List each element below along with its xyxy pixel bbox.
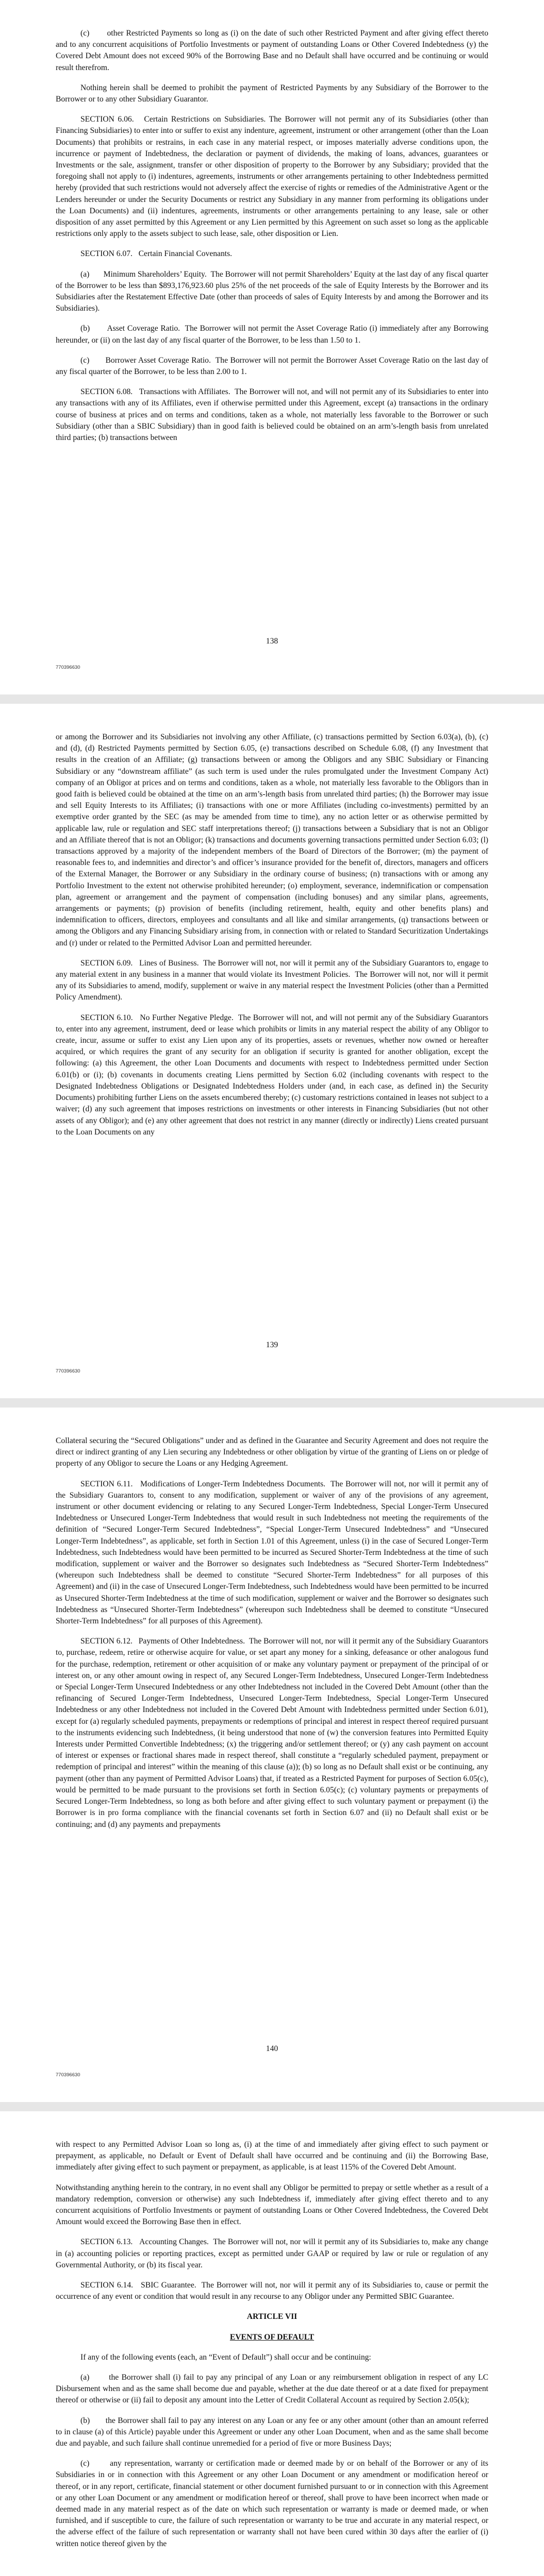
section-paragraph: If any of the following events (each, an “Event of Default”) shall occur and be continuing: xyxy=(80,2352,371,2362)
section-paragraph: SECTION 6.14. SBIC Guarantee. The Borrower will not, nor will it permit any of its Subsidiaries to, cause or permit the occurrence of any event or condition that would result in any recourse to any Obligor under any Permitted SBIC Guarantee. xyxy=(56,2281,488,2301)
clause-paragraph: (a) Minimum Shareholders’ Equity. The Borrower will not permit Shareholders’ Equity at the last day of any fiscal quarter of the Borrower to be less than $893,176,923.60 plus 25% of the net proceeds of the sale of Equity Interests by the Borrower and its Subsidiaries after the Restatement Effective Date (other than proceeds of sales of Equity Interests by and among the Borrower and its Subsidiaries). xyxy=(56,269,488,313)
page-number: 140 xyxy=(266,2044,278,2053)
article-title-text: EVENTS OF DEFAULT xyxy=(229,2332,315,2342)
page-number: 139 xyxy=(266,1341,278,1349)
body-paragraph: Notwithstanding anything herein to the contrary, in no event shall any Obligor be permitted to prepay or settle whether as a result of a mandatory redemption, conversion or otherwise) any such Indebtedness if, immediately after giving effect thereto and to any concurrent acquisitions of Portfolio Investments or payment of outstanding Loans or Other Covered Indebtedness, the Covered Debt Amount would exceed the Borrowing Base then in effect. xyxy=(56,2183,488,2227)
clause-paragraph: (c) any representation, warranty or certification made or deemed made by or on behalf of the Borrower or any of its Subsidiaries in or in connection with this Agreement or any other Loan Document or any amendment or modification hereof or thereof, or in any report, certificate, financial statement or other document furnished pursuant to or in connection with this Agreement or any other Loan Document or any amendment or modification hereof or thereof, shall prove to have been incorrect when made or deemed made in any material respect as of the date on which such representation or warranty is made or deemed made, or when furnished, and if susceptible to cure, the failure of such representation or warranty to be true and accurate in any material respect, or the adverse effect of the failure of such representation or warranty shall not have been cured within 30 days after the earlier of (i) written notice thereof given by the xyxy=(56,2459,488,2548)
page-number: 138 xyxy=(266,637,278,646)
body-paragraph: with respect to any Permitted Advisor Loan so long as, (i) at the time of and immediately after giving effect to such payment or prepayment, as applicable, no Default or Event of Default shall have occurred and be continuing and (ii) the Borrowing Base, immediately after giving effect to such payment or prepayment, as applicable, is at least 115% of the Covered Debt Amount. xyxy=(56,2140,488,2172)
document-page xyxy=(0,0,544,694)
section-paragraph: SECTION 6.13. Accounting Changes. The Borrower will not, nor will it permit any of its Subsidiaries to, make any change in (a) accounting policies or reporting practices, except as permitted under GAAP or required by law or rule or regulation of any Governmental Authority, or (b) its fiscal year. xyxy=(56,2238,488,2269)
document-page xyxy=(0,2111,544,2576)
article-title xyxy=(56,2332,488,2343)
section-paragraph: SECTION 6.07. Certain Financial Covenants. xyxy=(80,249,233,259)
clause-paragraph: (a) the Borrower shall (i) fail to pay any principal of any Loan or any reimbursement obligation in respect of any LC Disbursement when and as the same shall become due and payable, whether at the due date thereof or at a date fixed for prepayment thereof or otherwise or (ii) fail to deposit any amount into the Letter of Credit Collateral Account as required by Section 2.05(k); xyxy=(56,2373,488,2405)
section-paragraph: SECTION 6.08. Transactions with Affiliates. The Borrower will not, and will not permit any of its Subsidiaries to enter into any transactions with any of its Affiliates, even if otherwise permitted under this Agreement, except (a) transactions in the ordinary course of business at prices and on terms and conditions, taken as a whole, not materially less favorable to the Borrower or such Subsidiary (other than a SBIC Subsidiary) than in good faith is believed could be obtained on an arm’s-length basis from unrelated third parties; (b) transactions between xyxy=(56,387,488,443)
clause-paragraph: (b) Asset Coverage Ratio. The Borrower will not permit the Asset Coverage Ratio (i) immediately after any Borrowing hereunder, or (ii) on the last day of any fiscal quarter of the Borrower, to be less than 1.50 to 1. xyxy=(56,324,488,345)
body-paragraph: or among the Borrower and its Subsidiaries not involving any other Affiliate, (c) transactions permitted by Section 6.03(a), (b), (c) and (d), (d) Restricted Payments permitted by Section 6.05, (e) transactions described on Schedule 6.08, (f) any Investment that results in the creation of an Affiliate; (g) transactions between or among the Obligors and any SBIC Subsidiary or Financing Subsidiary or any “downstream affiliate” (as such term is used under the rules promulgated under the Investment Company Act) company of an Obligor at prices and on terms and conditions, taken as a whole, not materially less favorable to the Obligors than in good faith is believed could be obtained at the time on an arm’s-length basis from unrelated third parties; (h) the Borrower may issue and sell Equity Interests to its Affiliates; (i) transactions with one or more Affiliates (including co-investments) permitted by an exemptive order granted by the SEC (as may be amended from time to time), any no action letter or as otherwise permitted by applicable law, rule or regulation and SEC staff interpretations thereof; (j) transactions between a Subsidiary that is not an Obligor and an Affiliate thereof that is not an Obligor; (k) transactions and documents governing transactions permitted under Section 6.03; (l) transactions approved by a majority of the independent members of the Board of Directors of the Borrower; (m) the payment of reasonable fees to, and indemnities and director’s and officer’s insurance provided for the benefit of, directors, managers and officers of the External Manager, the Borrower or any Subsidiary in the ordinary course of business; (n) transactions with or among any Portfolio Investment to the extent not otherwise prohibited hereunder; (o) employment, severance, indemnification or compensation plan, agreement or arrangement and the payment of compensation (including bonuses) and any similar plans, agreements, arrangements or payments; (p) provision of benefits (including retirement, health, equity and other benefits plans) and indemnification to officers, directors, employees and consultants and all like and similar arrangements, (q) transactions between or among the Obligors and any Financing Subsidiary arising from, in connection with or related to Standard Securitization Undertakings and (r) under or related to the Permitted Advisor Loan and permitted hereunder. xyxy=(56,733,488,947)
section-paragraph: SECTION 6.10. No Further Negative Pledge. The Borrower will not, and will not permit any of the Subsidiary Guarantors to, enter into any agreement, instrument, deed or lease which prohibits or limits in any material respect the ability of any Obligor to create, incur, assume or suffer to exist any Lien upon any of its properties, assets or revenues, whether now owned or hereafter acquired, or which requires the grant of any security for an obligation if security is granted for another obligation, except the following: (a) this Agreement, the other Loan Documents and documents with respect to Indebtedness permitted under Section 6.01(b) or (i); (b) covenants in documents creating Liens permitted by Section 6.02 (including covenants with respect to the Designated Indebtedness Obligations or Designated Indebtedness Holders under (and, in each case, as defined in) the Security Documents) prohibiting further Liens on the assets encumbered thereby; (c) customary restrictions contained in leases not subject to a waiver; (d) any such agreement that imposes restrictions on investments or other interests in Financing Subsidiaries (but not other assets of any Obligor); and (e) any other agreement that does not restrict in any manner (directly or indirectly) Liens created pursuant to the Loan Documents on any xyxy=(56,1013,488,1137)
article-heading: ARTICLE VII xyxy=(246,2312,298,2321)
clause-paragraph: (c) other Restricted Payments so long as (i) on the date of such other Restricted Payment and after giving effect thereto and to any concurrent acquisitions of Portfolio Investments or payment of outstanding Loans or Other Covered Indebtedness (y) the Covered Debt Amount does not exceed 90% of the Borrowing Base and no Default shall have occurred and be continuing or would result therefrom. xyxy=(56,29,488,72)
body-paragraph: Collateral securing the “Secured Obligations” under and as defined in the Guarantee and Security Agreement and does not require the direct or indirect granting of any Lien securing any Indebtedness or other obligation by virtue of the granting of Liens on or pledge of property of any Obligor to secure the Loans or any Hedging Agreement. xyxy=(56,1436,488,1468)
document-page xyxy=(0,704,544,1398)
clause-paragraph: (c) Borrower Asset Coverage Ratio. The Borrower will not permit the Borrower Asset Coverage Ratio on the last day of any fiscal quarter of the Borrower, to be less than 2.00 to 1. xyxy=(56,355,488,377)
section-paragraph: SECTION 6.12. Payments of Other Indebtedness. The Borrower will not, nor will it permit any of the Subsidiary Guarantors to, purchase, redeem, retire or otherwise acquire for value, or set apart any money for a sinking, defeasance or other analogous fund for the purchase, redemption, retirement or other acquisition of or make any voluntary payment or prepayment of the principal of or interest on, or any other amount owing in respect of, any Secured Longer-Term Indebtedness, Unsecured Longer-Term Indebtedness or Special Longer-Term Unsecured Indebtedness or any other Indebtedness not included in the Covered Debt Amount (other than the refinancing of Secured Longer-Term Indebtedness, Unsecured Longer-Term Indebtedness, Special Longer-Term Unsecured Indebtedness or any other Indebtedness not included in the Covered Debt Amount with Indebtedness permitted under Section 6.01), except for (a) regularly scheduled payments, prepayments or redemptions of principal and interest in respect thereof required pursuant to the instruments evidencing such Indebtedness, (it being understood that none of (w) the conversion features into Permitted Equity Interests under Permitted Convertible Indebtedness; (x) the triggering and/or settlement thereof; or (y) any cash payment on account of interest or expenses or fractional shares made in respect thereof, shall constitute a “regularly scheduled payment, prepayment or redemption of principal and interest” within the meaning of this clause (a)); (b) so long as no Default shall exist or be continuing, any payment (other than any payment of Permitted Advisor Loans) that, if treated as a Restricted Payment for purposes of Section 6.05(c), would be permitted to be made pursuant to the provisions set forth in Section 6.05(c); (c) voluntary payments or prepayments of Secured Longer-Term Indebtedness, so long as both before and after giving effect to such voluntary payment or prepayment (i) the Borrower is in pro forma compliance with the financial covenants set forth in Section 6.07 and (ii) no Default shall exist or be continuing; and (d) any payments and prepayments xyxy=(56,1637,488,1829)
document-page xyxy=(0,1408,544,2102)
section-paragraph: Nothing herein shall be deemed to prohibit the payment of Restricted Payments by any Subsidiary of the Borrower to the Borrower or to any other Subsidiary Guarantor. xyxy=(56,83,488,104)
document-id: 770396630 xyxy=(56,665,80,670)
document-id: 770396630 xyxy=(56,1368,80,1374)
section-paragraph: SECTION 6.09. Lines of Business. The Borrower will not, nor will it permit any of the Subsidiary Guarantors to, engage to any material extent in any business in a manner that would violate its Investment Policies. The Borrower will not, nor will it permit any of its Subsidiaries to amend, modify, supplement or waive in any material respect the Investment Policies (other than a Permitted Policy Amendment). xyxy=(56,958,488,1002)
section-paragraph: SECTION 6.06. Certain Restrictions on Subsidiaries. The Borrower will not permit any of its Subsidiaries (other than Financing Subsidiaries) to enter into or suffer to exist any indenture, agreement, instrument or other arrangement (other than the Loan Documents) that prohibits or restrains, in each case in any material respect, or imposes materially adverse conditions upon, the incurrence or payment of Indebtedness, the declaration or payment of dividends, the making of loans, advances, guarantees or Investments or the sale, assignment, transfer or other disposition of property to the Borrower by any Subsidiary; provided that the foregoing shall not apply to (i) indentures, agreements, instruments or other arrangements pertaining to other Indebtedness permitted hereby (provided that such restrictions would not adversely affect the exercise of rights or remedies of the Administrative Agent or the Lenders hereunder or under the Security Documents or restrict any Subsidiary in any manner from performing its obligations under the Loan Documents) and (ii) indentures, agreements, instruments or other arrangements pertaining to any lease, sale or other disposition of any asset permitted by this Agreement or any Lien permitted by this Agreement on such asset so long as the applicable restrictions only apply to the assets subject to such lease, sale, other disposition or Lien. xyxy=(56,115,488,239)
document-id: 770396630 xyxy=(56,2072,80,2078)
clause-paragraph: (b) the Borrower shall fail to pay any interest on any Loan or any fee or any other amount (other than an amount referred to in clause (a) of this Article) payable under this Agreement or under any other Loan Document, when and as the same shall become due and payable, and such failure shall continue unremedied for a period of five or more Business Days; xyxy=(56,2416,488,2448)
section-paragraph: SECTION 6.11. Modifications of Longer-Term Indebtedness Documents. The Borrower will not, nor will it permit any of the Subsidiary Guarantors to, consent to any modification, supplement or waiver of any of the provisions of any agreement, instrument or other document evidencing or relating to any Secured Longer-Term Indebtedness, Special Longer-Term Unsecured Indebtedness or Unsecured Longer-Term Indebtedness that would result in such Indebtedness not meeting the requirements of the definition of “Secured Longer-Term Secured Indebtedness”, “Special Longer-Term Unsecured Indebtedness” and “Unsecured Longer-Term Indebtedness”, as applicable, set forth in Section 1.01 of this Agreement, unless (i) in the case of Secured Longer-Term Indebtedness, such Indebtedness would have been permitted to be incurred as Secured Shorter-Term Indebtedness at the time of such modification, supplement or waiver and the Borrower so designates such Indebtedness as “Secured Shorter-Term Indebtedness” (whereupon such Indebtedness shall be deemed to constitute “Secured Shorter-Term Indebtedness” for all purposes of this Agreement) and (ii) in the case of Unsecured Longer-Term Indebtedness, such Indebtedness would have been permitted to be incurred as Unsecured Shorter-Term Indebtedness at the time of such modification, supplement or waiver and the Borrower so designates such Indebtedness as “Unsecured Shorter-Term Indebtedness” (whereupon such Indebtedness shall be deemed to constitute “Unsecured Shorter-Term Indebtedness” for all purposes of this Agreement). xyxy=(56,1479,488,1626)
